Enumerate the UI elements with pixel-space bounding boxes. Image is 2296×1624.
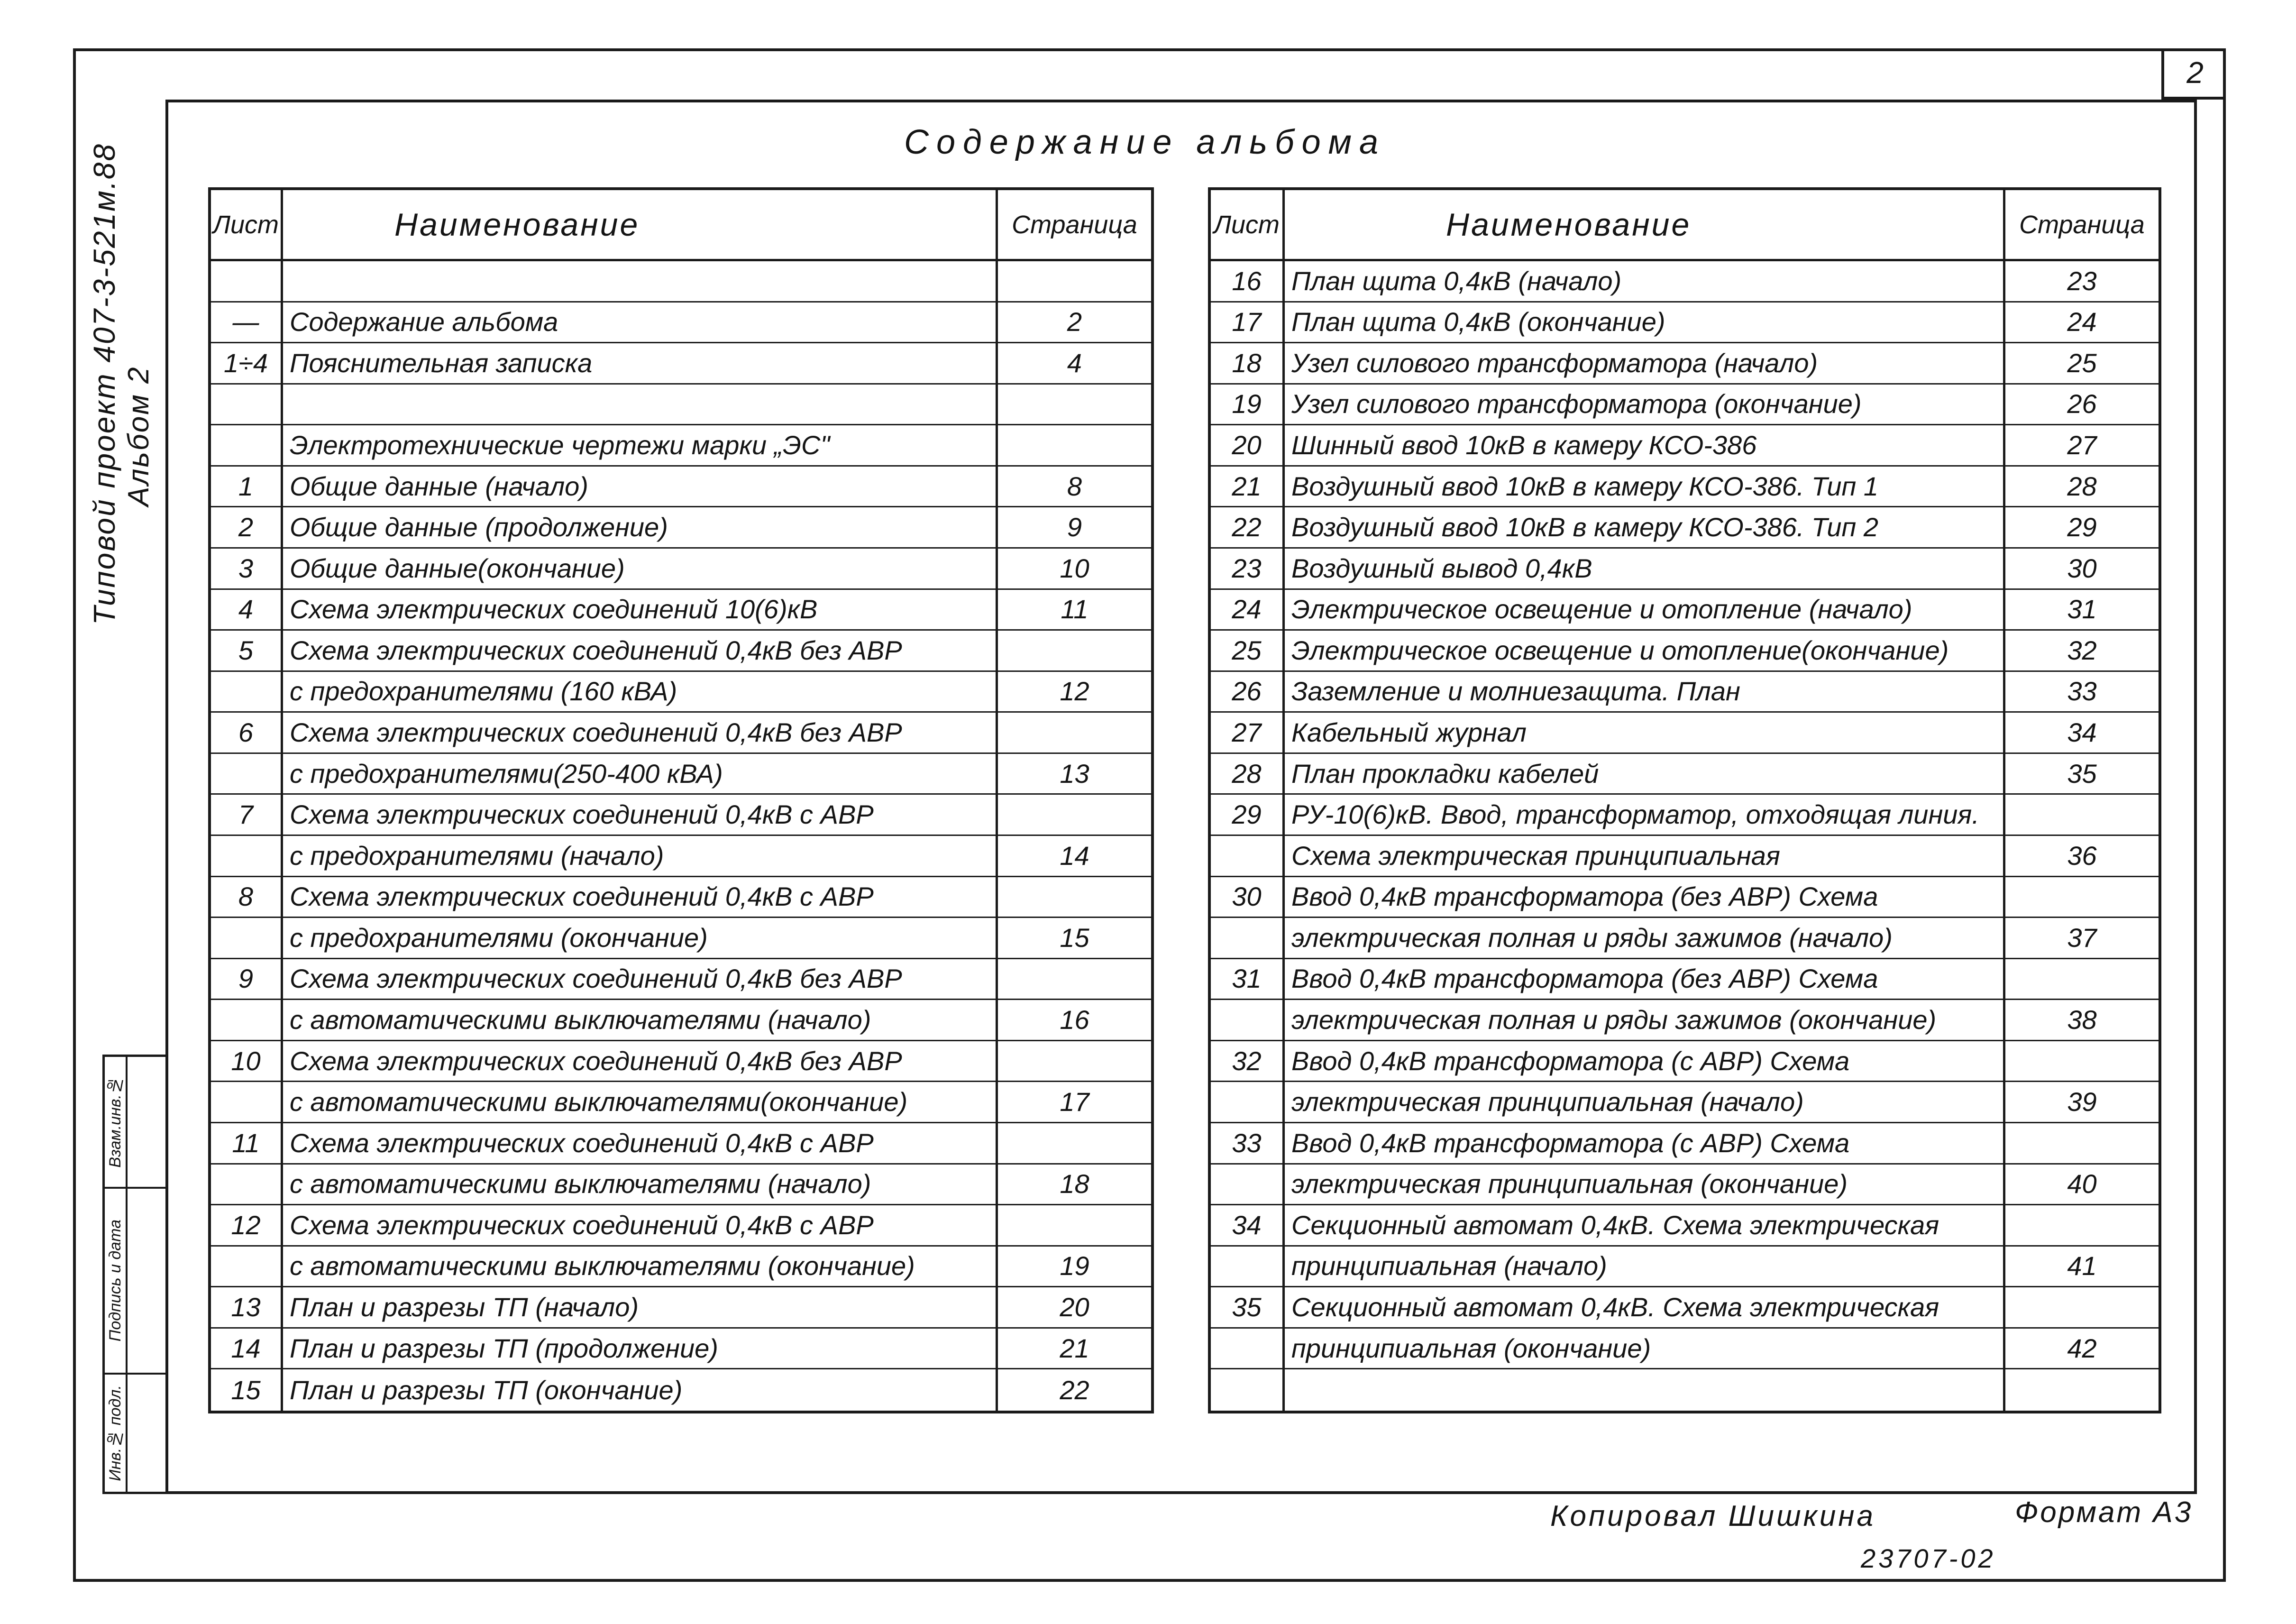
toc-row-title: с предохранителями (160 кВА) <box>283 672 998 713</box>
toc-row-sheet-number: 3 <box>211 549 283 590</box>
toc-row-sheet-number: 27 <box>1211 713 1285 754</box>
toc-row-page <box>2005 1287 2159 1329</box>
stamp-label-cell <box>105 1189 128 1373</box>
toc-row-sheet-number <box>211 261 283 303</box>
toc-row-page: 9 <box>998 507 1151 549</box>
toc-row-page: 20 <box>998 1287 1151 1329</box>
toc-row-title: Электрическое освещение и отопление (начало) <box>1285 590 2005 631</box>
toc-row-title: Общие данные(окончание) <box>283 549 998 590</box>
side-project-title: Типовой проект 407-3-521м.88 <box>87 143 121 625</box>
toc-row-title: Пояснительная записка <box>283 343 998 385</box>
toc-row-sheet-number: 29 <box>1211 795 1285 836</box>
page-title: Содержание альбома <box>904 123 1386 161</box>
toc-row-page: 27 <box>2005 425 2159 467</box>
toc-row-title <box>1285 1369 2005 1411</box>
header-name: Наименование <box>1285 190 2005 261</box>
toc-row-title: Схема электрических соединений 0,4кВ с АВР <box>283 795 998 836</box>
toc-row-sheet-number: 18 <box>1211 343 1285 385</box>
toc-row-title: План щита 0,4кВ (окончание) <box>1285 303 2005 344</box>
toc-row-title: План прокладки кабелей <box>1285 754 2005 795</box>
toc-row-page: 29 <box>2005 507 2159 549</box>
toc-row-title: принципиальная (начало) <box>1285 1247 2005 1288</box>
toc-row-page: 24 <box>2005 303 2159 344</box>
toc-row-sheet-number: 4 <box>211 590 283 631</box>
toc-row-title: Воздушный вывод 0,4кВ <box>1285 549 2005 590</box>
toc-row-title: Схема электрических соединений 0,4кВ без АВР <box>283 1041 998 1083</box>
toc-row-sheet-number <box>211 1247 283 1288</box>
toc-row-page: 17 <box>998 1082 1151 1123</box>
toc-row-page: 42 <box>2005 1329 2159 1370</box>
toc-row-title <box>283 261 998 303</box>
toc-row-page: 26 <box>2005 385 2159 426</box>
toc-row-title: с предохранителями (начало) <box>283 836 998 877</box>
copied-by-note: Копировал Шишкина <box>1550 1500 1875 1532</box>
toc-row-title: с предохранителями (окончание) <box>283 918 998 959</box>
toc-row-sheet-number: 28 <box>1211 754 1285 795</box>
toc-row-title: с автоматическими выключателями(окончание) <box>283 1082 998 1123</box>
toc-row-title: Схема электрических соединений 10(6)кВ <box>283 590 998 631</box>
toc-row-title: Воздушный ввод 10кВ в камеру КСО-386. Тип 2 <box>1285 507 2005 549</box>
toc-row-title: Схема электрических соединений 0,4кВ без АВР <box>283 631 998 672</box>
toc-row-title: РУ-10(6)кВ. Ввод, трансформатор, отходящая линия. <box>1285 795 2005 836</box>
toc-row-page <box>998 1205 1151 1247</box>
document-number: 23707-02 <box>1861 1543 1996 1573</box>
toc-row-title: Схема электрических соединений 0,4кВ с АВР <box>283 1123 998 1165</box>
toc-row-page: 11 <box>998 590 1151 631</box>
toc-row-title: Секционный автомат 0,4кВ. Схема электрическая <box>1285 1205 2005 1247</box>
toc-row-sheet-number: 8 <box>211 877 283 918</box>
toc-row-sheet-number: 17 <box>1211 303 1285 344</box>
toc-row-page: 36 <box>2005 836 2159 877</box>
toc-row-sheet-number: 21 <box>1211 467 1285 508</box>
toc-row-sheet-number <box>1211 1369 1285 1411</box>
toc-row-page <box>998 877 1151 918</box>
toc-row-page <box>2005 1041 2159 1083</box>
toc-row-page: 35 <box>2005 754 2159 795</box>
toc-row-page: 31 <box>2005 590 2159 631</box>
toc-row-title: Узел силового трансформатора (окончание) <box>1285 385 2005 426</box>
toc-row-sheet-number: 33 <box>1211 1123 1285 1165</box>
toc-row-sheet-number: 30 <box>1211 877 1285 918</box>
toc-row-title: с предохранителями(250-400 кВА) <box>283 754 998 795</box>
stamp-row-signature <box>105 1189 166 1375</box>
toc-row-page <box>2005 1369 2159 1411</box>
toc-table-left <box>208 187 1154 1413</box>
toc-row-title <box>283 385 998 426</box>
toc-row-page <box>998 959 1151 1000</box>
toc-row-title: Заземление и молниезащита. План <box>1285 672 2005 713</box>
toc-row-title: План и разрезы ТП (продолжение) <box>283 1329 998 1370</box>
toc-row-sheet-number: 9 <box>211 959 283 1000</box>
toc-row-page: 8 <box>998 467 1151 508</box>
toc-row-title: Содержание альбома <box>283 303 998 344</box>
toc-row-page <box>998 1041 1151 1083</box>
toc-row-sheet-number <box>211 672 283 713</box>
toc-row-sheet-number <box>211 836 283 877</box>
toc-row-page: 41 <box>2005 1247 2159 1288</box>
toc-row-sheet-number <box>1211 918 1285 959</box>
toc-row-sheet-number: 15 <box>211 1369 283 1411</box>
toc-row-title: Электрическое освещение и отопление(окончание) <box>1285 631 2005 672</box>
toc-row-sheet-number: 1÷4 <box>211 343 283 385</box>
toc-row-sheet-number: 12 <box>211 1205 283 1247</box>
stamp-label-signature-date: Подпись и дата <box>106 1220 124 1342</box>
toc-row-sheet-number: 32 <box>1211 1041 1285 1083</box>
toc-row-title: Электротехнические чертежи марки „ЭС" <box>283 425 998 467</box>
toc-row-sheet-number: 26 <box>1211 672 1285 713</box>
toc-row-page <box>2005 959 2159 1000</box>
toc-row-page: 19 <box>998 1247 1151 1288</box>
stamp-value-cell <box>128 1189 166 1373</box>
toc-row-page: 38 <box>2005 1000 2159 1041</box>
toc-row-title: Секционный автомат 0,4кВ. Схема электрическая <box>1285 1287 2005 1329</box>
toc-row-sheet-number: 6 <box>211 713 283 754</box>
toc-row-page <box>2005 1123 2159 1165</box>
toc-row-title: Схема электрическая принципиальная <box>1285 836 2005 877</box>
toc-row-title: Общие данные (продолжение) <box>283 507 998 549</box>
toc-row-sheet-number <box>211 918 283 959</box>
toc-row-page: 16 <box>998 1000 1151 1041</box>
toc-row-title: Ввод 0,4кВ трансформатора (без АВР) Схема <box>1285 877 2005 918</box>
toc-row-title: Схема электрических соединений 0,4кВ с АВР <box>283 877 998 918</box>
toc-row-sheet-number: 14 <box>211 1329 283 1370</box>
stamp-row-replacement <box>105 1057 166 1189</box>
toc-row-page: 25 <box>2005 343 2159 385</box>
toc-row-sheet-number: 1 <box>211 467 283 508</box>
toc-row-title: электрическая принципиальная (начало) <box>1285 1082 2005 1123</box>
toc-row-page: 28 <box>2005 467 2159 508</box>
sheet-number: 2 <box>2186 55 2204 90</box>
toc-row-sheet-number: 5 <box>211 631 283 672</box>
stamp-label-replacement-inv: Взам.инв.№ <box>106 1076 124 1168</box>
toc-row-title: Ввод 0,4кВ трансформатора (с АВР) Схема <box>1285 1123 2005 1165</box>
toc-row-title: План и разрезы ТП (окончание) <box>283 1369 998 1411</box>
stamp-value-cell <box>128 1375 166 1492</box>
toc-row-page <box>998 385 1151 426</box>
header-sheet: Лист <box>1211 190 1285 261</box>
stamp-label-cell <box>105 1057 128 1187</box>
toc-row-page: 13 <box>998 754 1151 795</box>
toc-row-page <box>998 795 1151 836</box>
toc-row-sheet-number: 7 <box>211 795 283 836</box>
toc-row-title: Схема электрических соединений 0,4кВ без АВР <box>283 713 998 754</box>
toc-row-sheet-number <box>211 425 283 467</box>
toc-row-sheet-number <box>1211 1082 1285 1123</box>
toc-row-page <box>2005 795 2159 836</box>
toc-row-title: Схема электрических соединений 0,4кВ с АВР <box>283 1205 998 1247</box>
toc-row-page: 2 <box>998 303 1151 344</box>
toc-row-title: Шинный ввод 10кВ в камеру КСО-386 <box>1285 425 2005 467</box>
side-album-label: Альбом 2 <box>122 366 155 507</box>
toc-row-page: 21 <box>998 1329 1151 1370</box>
toc-row-title: принципиальная (окончание) <box>1285 1329 2005 1370</box>
toc-row-page <box>998 631 1151 672</box>
toc-row-page: 33 <box>2005 672 2159 713</box>
toc-row-title: План щита 0,4кВ (начало) <box>1285 261 2005 303</box>
toc-row-page <box>2005 877 2159 918</box>
toc-row-title: Ввод 0,4кВ трансформатора (с АВР) Схема <box>1285 1041 2005 1083</box>
toc-row-sheet-number: — <box>211 303 283 344</box>
stamp-value-cell <box>128 1057 166 1187</box>
toc-row-page <box>998 425 1151 467</box>
toc-row-page: 22 <box>1060 1375 1089 1405</box>
toc-row-title: Узел силового трансформатора (начало) <box>1285 343 2005 385</box>
header-name: Наименование <box>283 190 998 261</box>
toc-row-title: Общие данные (начало) <box>283 467 998 508</box>
sheet-number-box <box>2161 48 2226 100</box>
toc-row-page: 30 <box>2005 549 2159 590</box>
toc-row-sheet-number: 13 <box>211 1287 283 1329</box>
toc-row-sheet-number: 31 <box>1211 959 1285 1000</box>
toc-row-page: 18 <box>998 1165 1151 1206</box>
toc-row-sheet-number: 16 <box>1211 261 1285 303</box>
toc-row-sheet-number: 34 <box>1211 1205 1285 1247</box>
toc-row-sheet-number <box>1211 1000 1285 1041</box>
toc-row-title: с автоматическими выключателями (начало) <box>283 1165 998 1206</box>
toc-row-sheet-number <box>1211 1329 1285 1370</box>
toc-row-sheet-number: 22 <box>1211 507 1285 549</box>
sheet-format: Формат А3 <box>2015 1496 2193 1529</box>
toc-row-title: Схема электрических соединений 0,4кВ без АВР <box>283 959 998 1000</box>
toc-row-page: 39 <box>2005 1082 2159 1123</box>
stamp-label-inv-original: Инв.№ подл. <box>106 1385 124 1481</box>
toc-row-sheet-number <box>211 385 283 426</box>
toc-row-page: 32 <box>2005 631 2159 672</box>
toc-row-page: 23 <box>2005 261 2159 303</box>
toc-row-title: Воздушный ввод 10кВ в камеру КСО-386. Тип 1 <box>1285 467 2005 508</box>
toc-row-title: с автоматическими выключателями (начало) <box>283 1000 998 1041</box>
toc-row-page <box>2005 1205 2159 1247</box>
stamp-label-cell <box>105 1375 128 1492</box>
toc-row-sheet-number <box>211 754 283 795</box>
toc-row-page <box>998 713 1151 754</box>
toc-row-sheet-number: 11 <box>211 1123 283 1165</box>
header-page: Страница <box>998 190 1151 261</box>
header-page: Страница <box>2005 190 2159 261</box>
toc-row-title: с автоматическими выключателями (окончание) <box>283 1247 998 1288</box>
toc-row-page: 12 <box>998 672 1151 713</box>
toc-row-page: 34 <box>2005 713 2159 754</box>
toc-row-sheet-number: 23 <box>1211 549 1285 590</box>
toc-row-page <box>998 1123 1151 1165</box>
toc-row-sheet-number: 10 <box>211 1041 283 1083</box>
toc-row-title: Кабельный журнал <box>1285 713 2005 754</box>
toc-row-title: электрическая полная и ряды зажимов (окончание) <box>1285 1000 2005 1041</box>
toc-table-right <box>1208 187 2161 1413</box>
toc-row-sheet-number: 2 <box>211 507 283 549</box>
toc-row-sheet-number <box>1211 836 1285 877</box>
toc-row-sheet-number <box>211 1000 283 1041</box>
toc-row-page: 4 <box>998 343 1151 385</box>
toc-row-title: электрическая полная и ряды зажимов (начало) <box>1285 918 2005 959</box>
toc-row-page: 14 <box>998 836 1151 877</box>
toc-row-sheet-number <box>1211 1165 1285 1206</box>
toc-row-title: электрическая принципиальная (окончание) <box>1285 1165 2005 1206</box>
header-sheet: Лист <box>211 190 283 261</box>
toc-row-page: 10 <box>998 549 1151 590</box>
toc-row-sheet-number: 20 <box>1211 425 1285 467</box>
toc-row-sheet-number <box>211 1165 283 1206</box>
toc-row-sheet-number: 19 <box>1211 385 1285 426</box>
toc-row-page: 15 <box>998 918 1151 959</box>
toc-row-sheet-number: 35 <box>1211 1287 1285 1329</box>
toc-row-title: План и разрезы ТП (начало) <box>283 1287 998 1329</box>
toc-row-sheet-number: 24 <box>1211 590 1285 631</box>
toc-row-page: 37 <box>2005 918 2159 959</box>
side-stamp <box>102 1055 168 1494</box>
toc-row-page: 40 <box>2005 1165 2159 1206</box>
toc-row-sheet-number: 25 <box>1211 631 1285 672</box>
toc-row-title: Ввод 0,4кВ трансформатора (без АВР) Схема <box>1285 959 2005 1000</box>
toc-row-sheet-number <box>211 1082 283 1123</box>
stamp-row-inventory <box>105 1375 166 1492</box>
toc-row-page <box>998 261 1151 303</box>
toc-row-sheet-number <box>1211 1247 1285 1288</box>
